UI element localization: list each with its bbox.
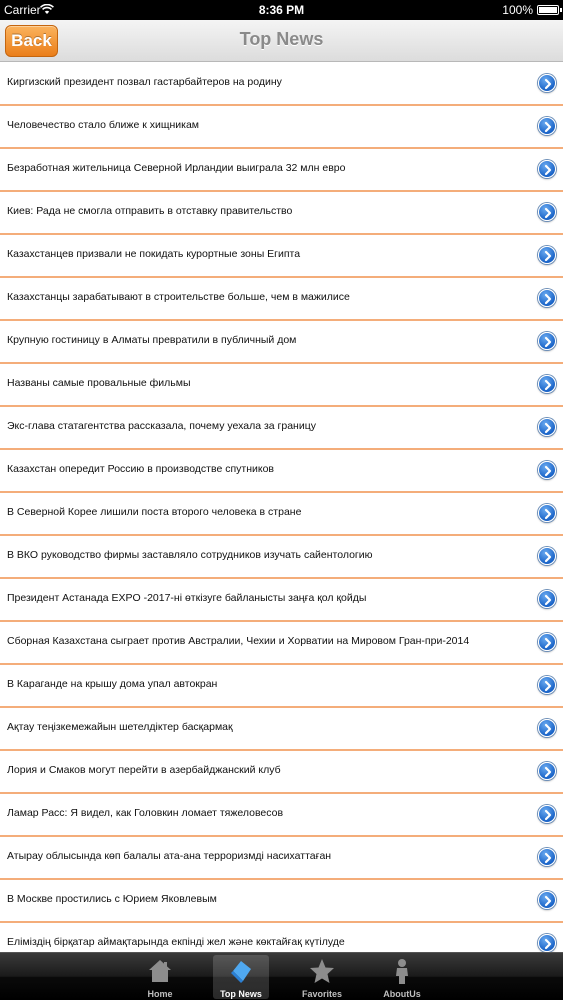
news-title: Сборная Казахстана сыграет против Австралии, Чехии и Хорватии на Мировом Гран-при-2014	[7, 635, 470, 647]
tab-label: AboutUs	[383, 989, 421, 999]
news-row[interactable]	[0, 794, 563, 837]
news-row[interactable]	[0, 665, 563, 708]
battery-percentage: 100%	[502, 3, 533, 17]
home-icon	[146, 955, 174, 987]
news-row[interactable]	[0, 192, 563, 235]
tab-top-news[interactable]	[213, 955, 269, 999]
news-title: Казахстанцы зарабатывают в строительстве больше, чем в мажилисе	[7, 291, 350, 303]
news-row[interactable]	[0, 63, 563, 106]
news-row[interactable]	[0, 708, 563, 751]
news-title: В ВКО руководство фирмы заставляло сотрудников изучать сайентологию	[7, 549, 373, 561]
news-title: Человечество стало ближе к хищникам	[7, 119, 200, 131]
news-title: Ламар Расс: Я видел, как Головкин ломает тяжеловесов	[7, 807, 284, 819]
disclosure-arrow-icon[interactable]	[538, 160, 556, 178]
news-title: Ақтау теңізкемежайын шетелдіктер басқармақ	[7, 721, 233, 733]
news-title: Еліміздің бірқатар аймақтарында екпінді жел және көктайғақ күтілуде	[7, 936, 345, 948]
tab-label: Top News	[220, 989, 262, 999]
disclosure-arrow-icon[interactable]	[538, 74, 556, 92]
news-row[interactable]	[0, 450, 563, 493]
tab-bar	[0, 952, 563, 1000]
battery-icon	[537, 5, 559, 15]
disclosure-arrow-icon[interactable]	[538, 461, 556, 479]
top-news-icon	[227, 955, 255, 987]
news-title: В Москве простились с Юрием Яковлевым	[7, 893, 217, 905]
news-row[interactable]	[0, 106, 563, 149]
news-row[interactable]	[0, 536, 563, 579]
tab-aboutus[interactable]	[374, 955, 430, 999]
back-button[interactable]: Back	[5, 25, 58, 57]
person-icon	[388, 955, 416, 987]
disclosure-arrow-icon[interactable]	[538, 375, 556, 393]
star-icon	[308, 955, 336, 987]
news-title: Экс-глава статагентства рассказала, почему уехала за границу	[7, 420, 316, 432]
status-bar	[0, 0, 563, 20]
news-row[interactable]	[0, 493, 563, 536]
disclosure-arrow-icon[interactable]	[538, 504, 556, 522]
disclosure-arrow-icon[interactable]	[538, 117, 556, 135]
disclosure-arrow-icon[interactable]	[538, 418, 556, 436]
tab-label: Home	[147, 989, 173, 999]
carrier-label: Carrier	[4, 3, 41, 17]
disclosure-arrow-icon[interactable]	[538, 848, 556, 866]
tab-label: Favorites	[301, 989, 343, 999]
disclosure-arrow-icon[interactable]	[538, 805, 556, 823]
news-title: Названы самые провальные фильмы	[7, 377, 191, 389]
disclosure-arrow-icon[interactable]	[538, 203, 556, 221]
news-title: Безработная жительница Северной Ирландии выиграла 32 млн евро	[7, 162, 346, 174]
news-row[interactable]	[0, 235, 563, 278]
news-title: Атырау облысында көп балалы ата-ана терроризмді насихаттаған	[7, 850, 332, 862]
news-list[interactable]	[0, 63, 563, 952]
news-row[interactable]	[0, 579, 563, 622]
disclosure-arrow-icon[interactable]	[538, 891, 556, 909]
news-row[interactable]	[0, 923, 563, 952]
page-title: Top News	[239, 29, 324, 49]
disclosure-arrow-icon[interactable]	[538, 676, 556, 694]
disclosure-arrow-icon[interactable]	[538, 289, 556, 307]
clock: 8:36 PM	[258, 3, 305, 17]
tab-home[interactable]	[132, 955, 188, 999]
disclosure-arrow-icon[interactable]	[538, 762, 556, 780]
news-title: Лория и Смаков могут перейти в азербайджанский клуб	[7, 764, 281, 776]
news-row[interactable]	[0, 751, 563, 794]
news-row[interactable]	[0, 837, 563, 880]
news-row[interactable]	[0, 364, 563, 407]
disclosure-arrow-icon[interactable]	[538, 590, 556, 608]
disclosure-arrow-icon[interactable]	[538, 547, 556, 565]
news-row[interactable]	[0, 880, 563, 923]
navigation-bar	[0, 20, 563, 62]
news-title: Киргизский президент позвал гастарбайтеров на родину	[7, 76, 282, 88]
news-row[interactable]	[0, 149, 563, 192]
news-title: Казахстанцев призвали не покидать курортные зоны Египта	[7, 248, 301, 260]
news-row[interactable]	[0, 407, 563, 450]
disclosure-arrow-icon[interactable]	[538, 719, 556, 737]
news-title: Президент Астанада EXPO -2017-ні өткізуге байланысты заңға қол қойды	[7, 592, 367, 604]
news-row[interactable]	[0, 278, 563, 321]
disclosure-arrow-icon[interactable]	[538, 246, 556, 264]
news-row[interactable]	[0, 321, 563, 364]
news-title: Киев: Рада не смогла отправить в отставку правительство	[7, 205, 293, 217]
news-title: Крупную гостиницу в Алматы превратили в публичный дом	[7, 334, 297, 346]
disclosure-arrow-icon[interactable]	[538, 934, 556, 952]
news-row[interactable]	[0, 622, 563, 665]
news-title: Казахстан опередит Россию в производстве спутников	[7, 463, 274, 475]
news-title: В Северной Корее лишили поста второго человека в стране	[7, 506, 302, 518]
disclosure-arrow-icon[interactable]	[538, 332, 556, 350]
news-title: В Караганде на крышу дома упал автокран	[7, 678, 218, 690]
tab-favorites[interactable]	[294, 955, 350, 999]
disclosure-arrow-icon[interactable]	[538, 633, 556, 651]
